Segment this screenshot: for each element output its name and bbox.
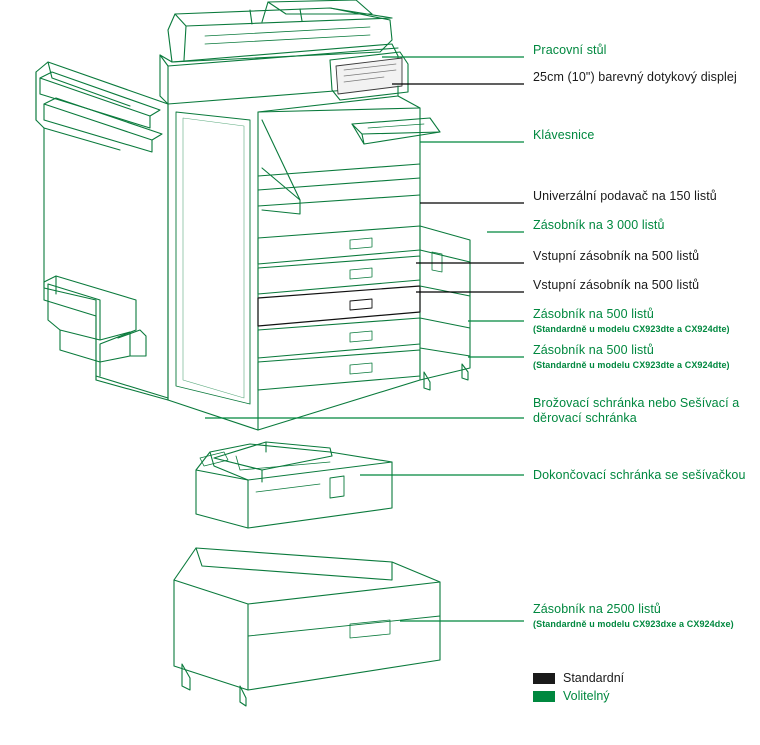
- callout-label-text-line2: děrovací schránka: [533, 411, 637, 425]
- callout-work-table: [533, 43, 607, 58]
- callout-keyboard: [533, 128, 594, 143]
- legend-item-optional: [533, 688, 733, 704]
- callout-label-text: Vstupní zásobník na 500 listů: [533, 278, 700, 292]
- legend: [533, 670, 733, 706]
- legend-swatch-optional: [533, 691, 555, 702]
- callout-label-text: 25cm (10") barevný dotykový displej: [533, 70, 737, 84]
- callout-label-text: Klávesnice: [533, 128, 595, 142]
- callout-booklet-finisher: [533, 396, 739, 426]
- callout-label-text: Brožovací schránka nebo Sešívací a: [533, 396, 740, 410]
- callout-tray-3000: [533, 218, 665, 233]
- callout-tray-500-optional-lower: [533, 343, 730, 371]
- callout-label-text: Zásobník na 2500 listů: [533, 602, 661, 616]
- callout-input-tray-500-lower: [533, 278, 699, 293]
- callout-tray-2500: [533, 602, 734, 630]
- callout-label-text: Zásobník na 500 listů: [533, 307, 654, 321]
- callout-label-text: Zásobník na 3 000 listů: [533, 218, 665, 232]
- callout-label-subtext: (Standardně u modelu CX923dte a CX924dte): [533, 324, 730, 334]
- callout-label-text: Pracovní stůl: [533, 43, 607, 57]
- legend-label-standard: Standardní: [563, 671, 625, 685]
- callout-label-text: Dokončovací schránka se sešívačkou: [533, 468, 746, 482]
- legend-swatch-standard: [533, 673, 555, 684]
- callout-label-text: Univerzální podavač na 150 listů: [533, 189, 717, 203]
- callout-touchscreen: [533, 70, 737, 85]
- callout-tray-500-optional-upper: [533, 307, 730, 335]
- legend-label-optional: Volitelný: [563, 689, 610, 703]
- callout-multipurpose-feeder: [533, 189, 717, 204]
- callout-label-text: Zásobník na 500 listů: [533, 343, 654, 357]
- callout-label-subtext: (Standardně u modelu CX923dxe a CX924dxe): [533, 619, 734, 629]
- callout-label-subtext: (Standardně u modelu CX923dte a CX924dte): [533, 360, 730, 370]
- callout-label-text: Vstupní zásobník na 500 listů: [533, 249, 700, 263]
- callout-staple-finisher: [533, 468, 746, 483]
- legend-item-standard: [533, 670, 733, 686]
- callout-input-tray-500-upper: [533, 249, 699, 264]
